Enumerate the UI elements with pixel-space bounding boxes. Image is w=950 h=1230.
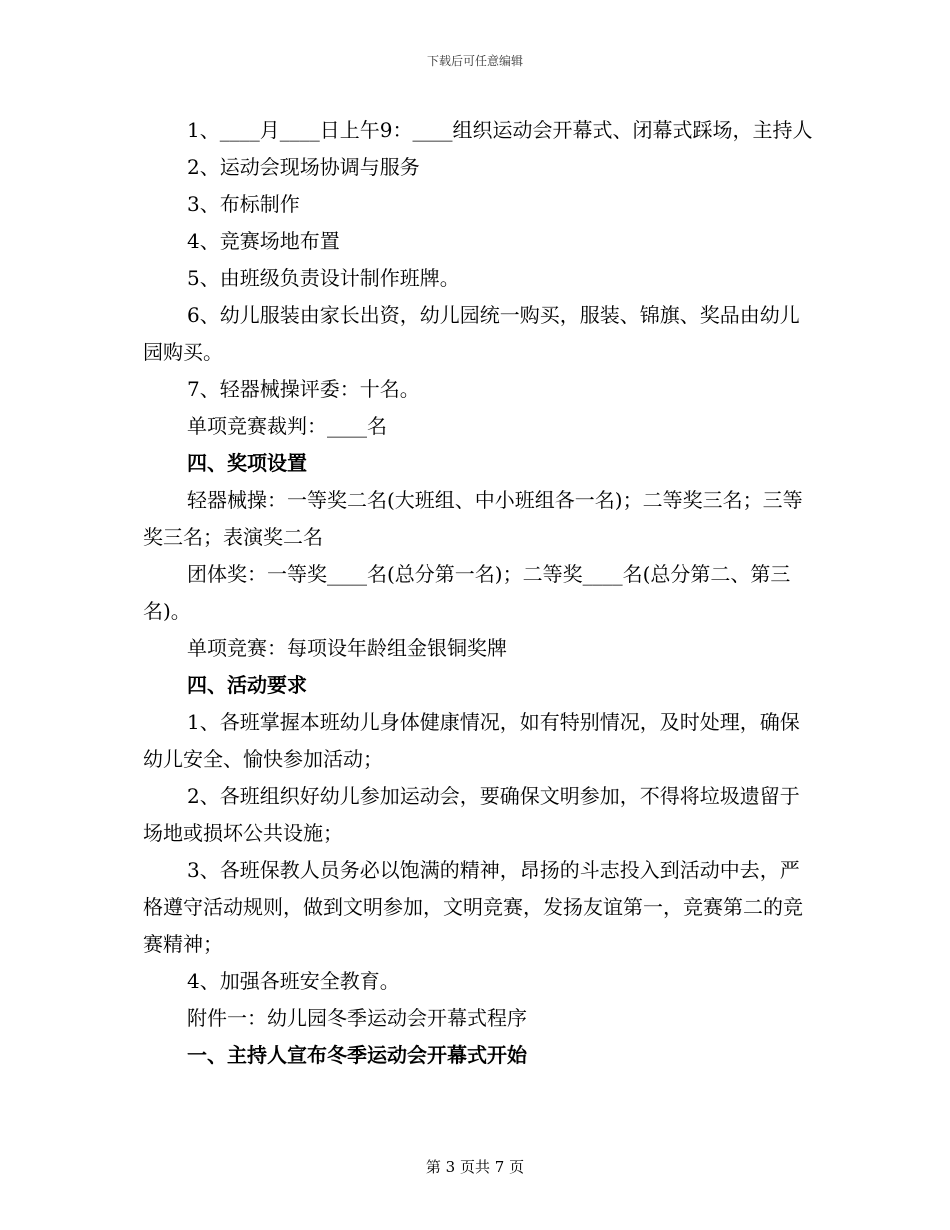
paragraph-award-equipment: 轻器械操：一等奖二名(大班组、中小班组各一名)；二等奖三名；三等奖三名；表演奖二名 xyxy=(143,488,803,549)
requirement-item-3: 3、各班保教人员务必以饱满的精神，昂扬的斗志投入到活动中去，严格遵守活动规则，做到文明参加，文明竞赛，发扬友谊第一，竞赛第二的竞赛精神； xyxy=(143,858,803,956)
paragraph-referees: 单项竞赛裁判：____名 xyxy=(187,414,387,438)
attachment-title: 附件一：幼儿园冬季运动会开幕式程序 xyxy=(187,1006,527,1030)
section-heading-awards: 四、奖项设置 xyxy=(187,451,307,475)
paragraph-item-1: 1、____月____日上午9：____组织运动会开幕式、闭幕式踩场，主持人 xyxy=(187,118,813,142)
paragraph-item-7: 7、轻器械操评委：十名。 xyxy=(187,377,420,401)
paragraph-item-4: 4、竞赛场地布置 xyxy=(187,229,340,253)
requirement-item-1: 1、各班掌握本班幼儿身体健康情况，如有特别情况，及时处理，确保幼儿安全、愉快参加活动； xyxy=(143,710,800,771)
paragraph-item-6: 6、幼儿服装由家长出资，幼儿园统一购买，服装、锦旗、奖品由幼儿园购买。 xyxy=(143,303,800,364)
page-header-note: 下载后可任意编辑 xyxy=(426,54,523,68)
document-body xyxy=(143,112,813,1074)
paragraph-item-3: 3、布标制作 xyxy=(187,192,300,216)
paragraph-item-5: 5、由班级负责设计制作班牌。 xyxy=(187,266,460,290)
paragraph-award-team: 团体奖：一等奖____名(总分第一名)；二等奖____名(总分第二、第三名)。 xyxy=(143,562,791,623)
paragraph-award-single: 单项竞赛：每项设年龄组金银铜奖牌 xyxy=(187,636,507,660)
requirement-item-4: 4、加强各班安全教育。 xyxy=(187,969,400,993)
section-heading-requirements: 四、活动要求 xyxy=(187,673,307,697)
paragraph-item-2: 2、运动会现场协调与服务 xyxy=(187,155,420,179)
section-heading-opening: 一、主持人宣布冬季运动会开幕式开始 xyxy=(187,1043,527,1067)
page-number-footer: 第 3 页共 7 页 xyxy=(425,1158,525,1176)
requirement-item-2: 2、各班组织好幼儿参加运动会，要确保文明参加，不得将垃圾遗留于场地或损坏公共设施； xyxy=(143,784,800,845)
